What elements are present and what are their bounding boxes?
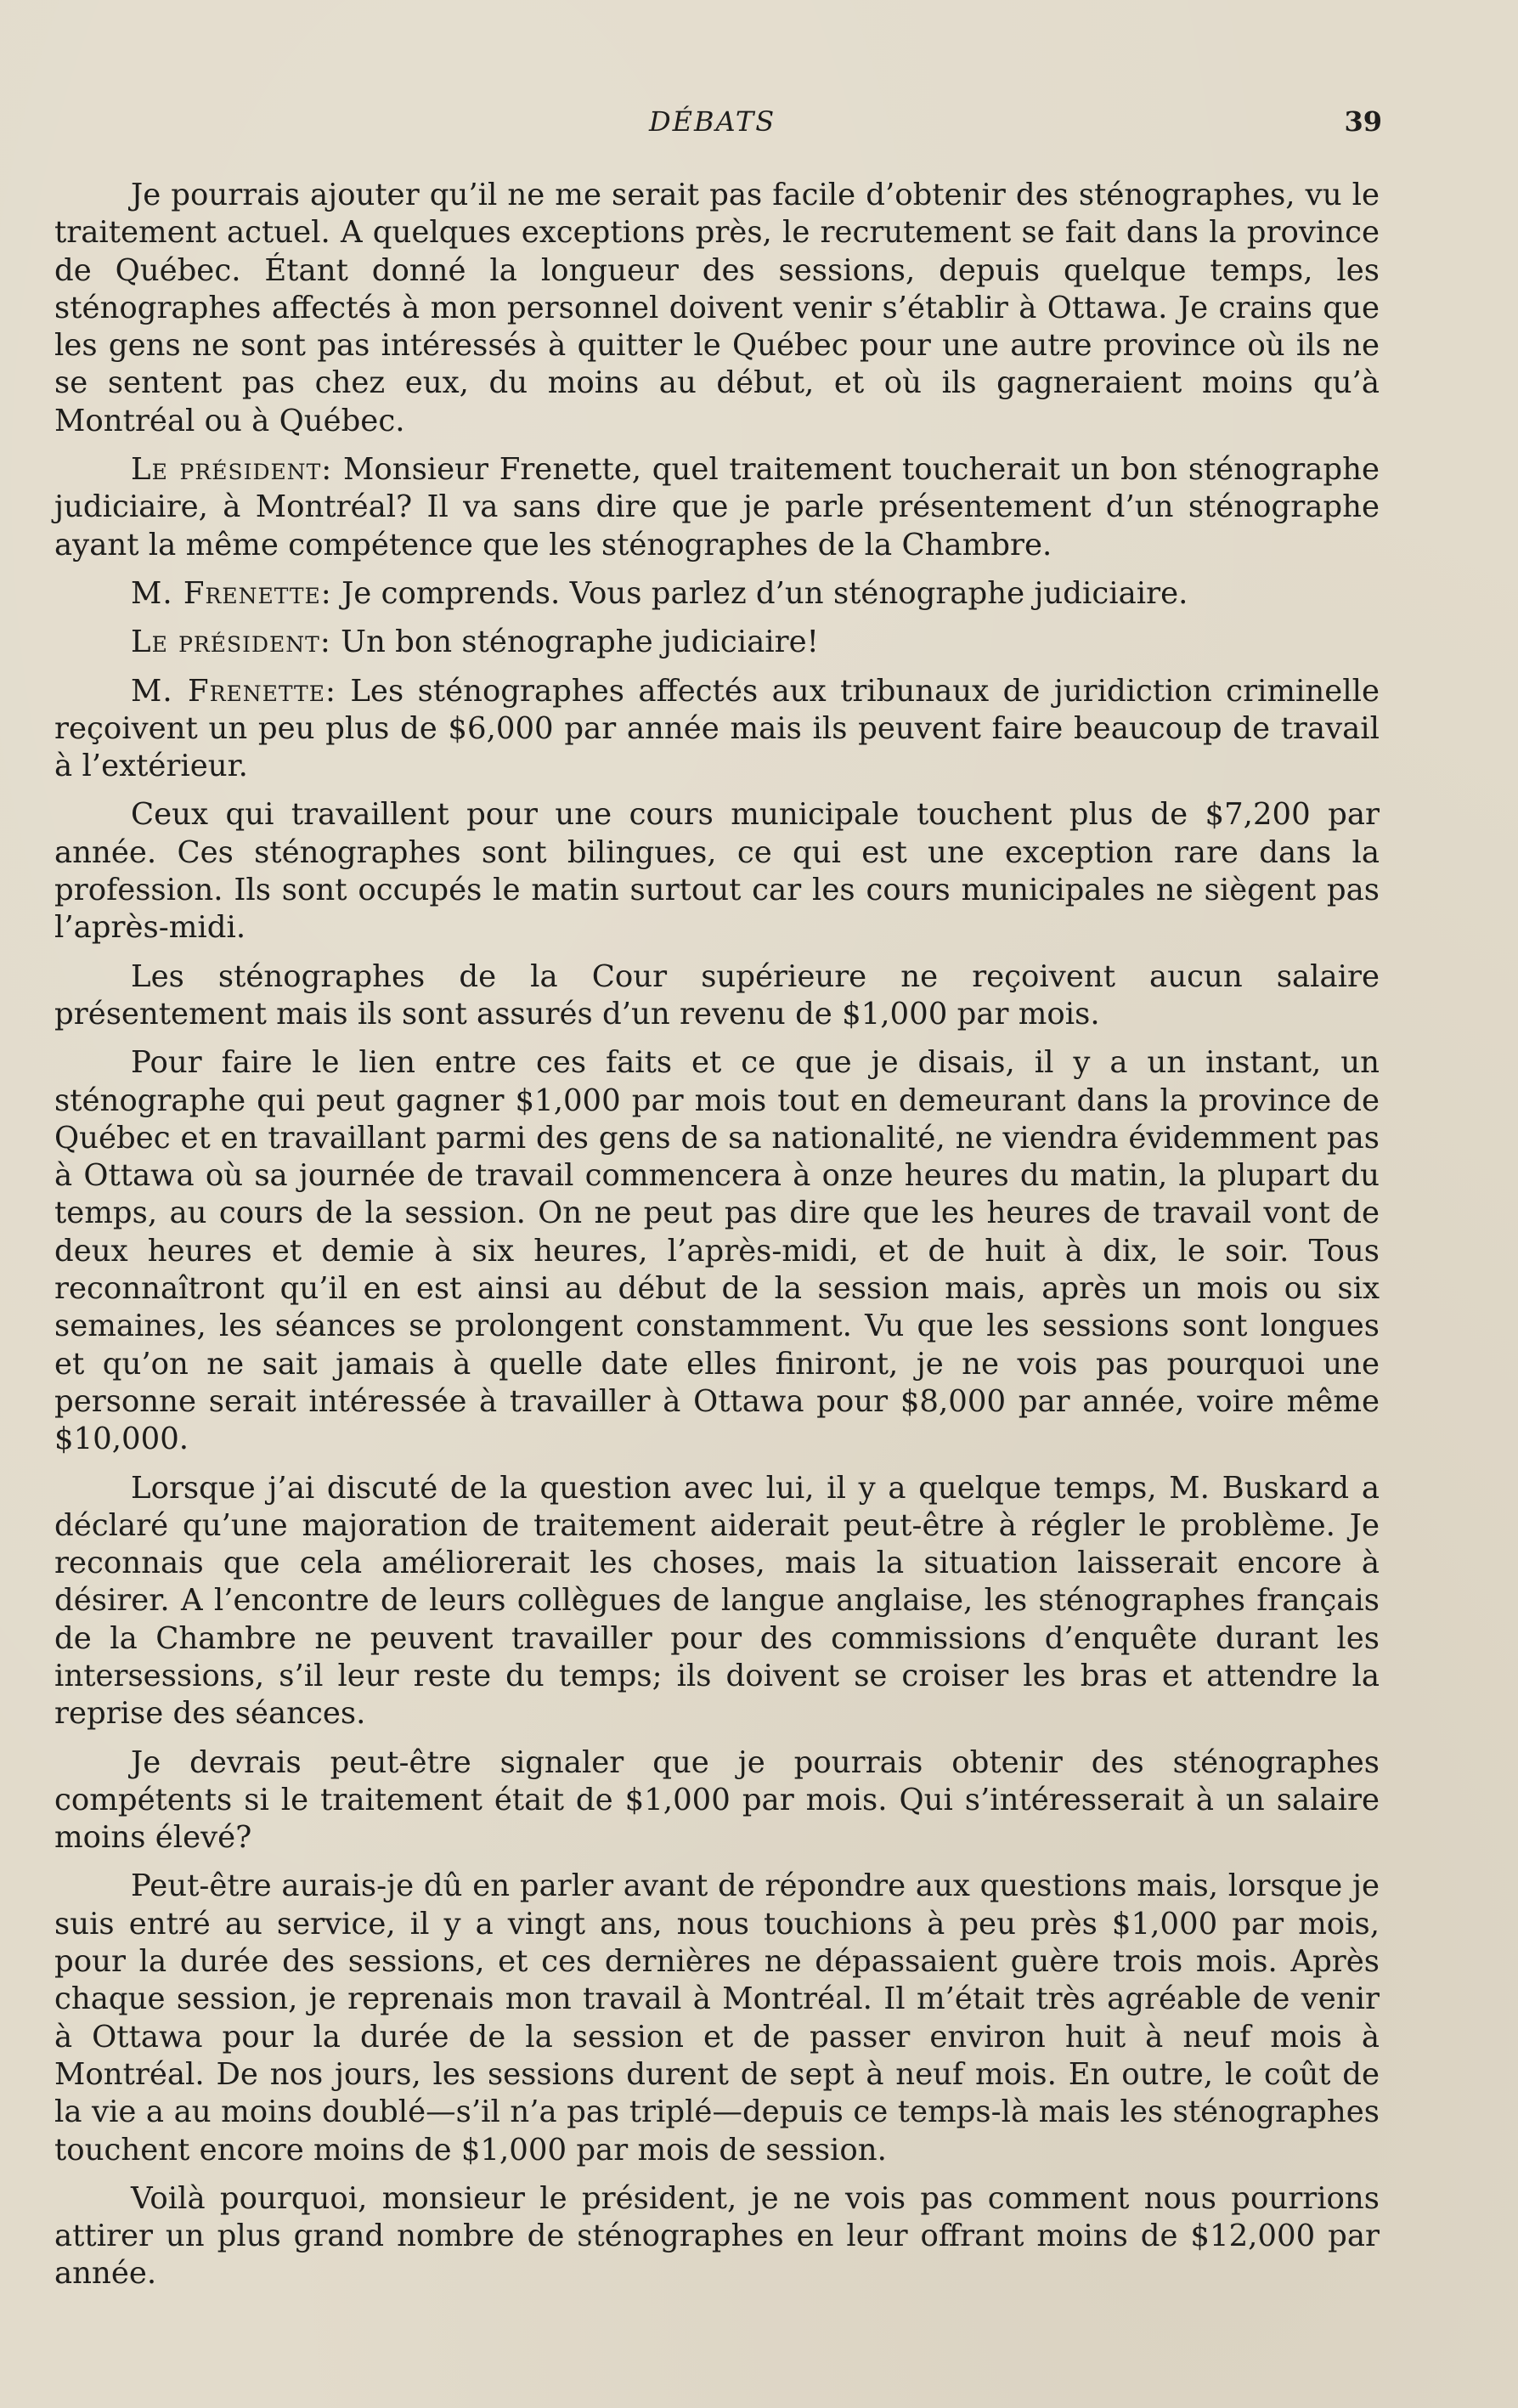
paragraph	[54, 2180, 1380, 2293]
speaker-label: Le président:	[131, 452, 333, 488]
paragraph-text: Je pourrais ajouter qu’il ne me serait pas facile d’obtenir des sténographes, vu le traitement actuel. A quelques exceptions près, le recrutement se fait dans la province de Québec. Étant donné la longueur des sessions, depuis quelque temps, les sténographes affectés à mon personnel doivent venir s’établir à Ottawa. Je crains que les gens ne sont pas intéressés à quitter le Québec pour une autre province où ils ne se sentent pas chez eux, du moins au début, et où ils gagneraient moins qu’à Montréal ou à Québec.	[54, 178, 1380, 438]
paragraph	[54, 958, 1380, 1034]
paragraph-text: Lorsque j’ai discuté de la question avec lui, il y a quelque temps, M. Buskard a déclaré qu’une majoration de traitement aiderait peut-être à régler le problème. Je reconnais que cela améliorerait les choses, mais la situation laisserait encore à désirer. A l’encontre de leurs collègues de langue anglaise, les sténographes français de la Chambre ne peuvent travailler pour des commissions d’enquête durant les intersessions, s’il leur reste du temps; ils doivent se croiser les bras et attendre la reprise des séances.	[54, 1470, 1380, 1732]
paragraph	[54, 575, 1380, 613]
page-number: 39	[1344, 105, 1382, 138]
paragraph	[54, 1470, 1380, 1733]
paragraph	[54, 451, 1380, 564]
paragraph-text: Monsieur Frenette, quel traitement toucherait un bon sténographe judiciaire, à Montréal? Il va sans dire que je parle présentement d’un sténographe ayant la même compétence que les sténographes de la Chambre.	[54, 452, 1380, 562]
paragraph-text: Les sténographes affectés aux tribunaux de juridiction criminelle reçoivent un peu plus de $6,000 par année mais ils peuvent faire beaucoup de travail à l’extérieur.	[54, 673, 1380, 784]
paragraph-text: Voilà pourquoi, monsieur le président, je ne vois pas comment nous pourrions attirer un plus grand nombre de sténographes en leur offrant moins de $12,000 par année.	[54, 2180, 1380, 2292]
page-header	[54, 100, 1382, 143]
paragraph	[54, 1744, 1380, 1857]
paragraph-text: Ceux qui travaillent pour une cours municipale touchent plus de $7,200 par année. Ces sténographes sont bilingues, ce qui est une exception rare dans la profession. Ils sont occupés le matin surtout car les cours municipales ne siègent pas l’après-midi.	[54, 797, 1380, 946]
paragraph-text: Un bon sténographe judiciaire!	[341, 625, 819, 660]
paragraph	[54, 796, 1380, 947]
body-text	[54, 177, 1380, 2304]
paragraph-text: Peut-être aurais-je dû en parler avant de répondre aux questions mais, lorsque je suis entré au service, il y a vingt ans, nous touchions à peu près $1,000 par mois, pour la durée des sessions, et ces dernières ne dépassaient guère trois mois. Après chaque session, je reprenais mon travail à Montréal. Il m’était très agréable de venir à Ottawa pour la durée de la session et de passer environ huit à neuf mois à Montréal. De nos jours, les sessions durent de sept à neuf mois. En outre, le coût de la vie a au moins doublé—s’il n’a pas triplé—depuis ce temps-là mais les sténographes touchent encore moins de $1,000 par mois de session.	[54, 1868, 1380, 2168]
paragraph-text: Pour faire le lien entre ces faits et ce que je disais, il y a un instant, un sténographe qui peut gagner $1,000 par mois tout en demeurant dans la province de Québec et en travaillant parmi des gens de sa nationalité, ne viendra évidemment pas à Ottawa où sa journée de travail commencera à onze heures du matin, la plupart du temps, au cours de la session. On ne peut pas dire que les heures de travail vont de deux heures et demie à six heures, l’après-midi, et de huit à dix, le soir. Tous reconnaîtront qu’il en est ainsi au début de la session mais, après un mois ou six semaines, les séances se prolongent constamment. Vu que les sessions sont longues et qu’on ne sait jamais à quelle date elles finiront, je ne vois pas pourquoi une personne serait intéressée à travailler à Ottawa pour $8,000 par année, voire même $10,000.	[54, 1045, 1380, 1457]
paragraph	[54, 1868, 1380, 2168]
paragraph-text: Je devrais peut-être signaler que je pourrais obtenir des sténographes compétents si le traitement était de $1,000 par mois. Qui s’intéresserait à un salaire moins élevé?	[54, 1744, 1380, 1856]
paragraph	[54, 673, 1380, 786]
running-title: DÉBATS	[649, 105, 776, 138]
speaker-label: M. Frenette:	[131, 575, 332, 611]
paragraph-text: Les sténographes de la Cour supérieure ne reçoivent aucun salaire présentement mais ils sont assurés d’un revenu de $1,000 par mois.	[54, 958, 1380, 1032]
speaker-label: M. Frenette:	[131, 673, 336, 709]
paragraph-text: Je comprends. Vous parlez d’un sténographe judiciaire.	[341, 575, 1188, 611]
paragraph	[54, 624, 1380, 661]
paragraph	[54, 177, 1380, 440]
speaker-label: Le président:	[131, 625, 331, 660]
paragraph	[54, 1044, 1380, 1458]
